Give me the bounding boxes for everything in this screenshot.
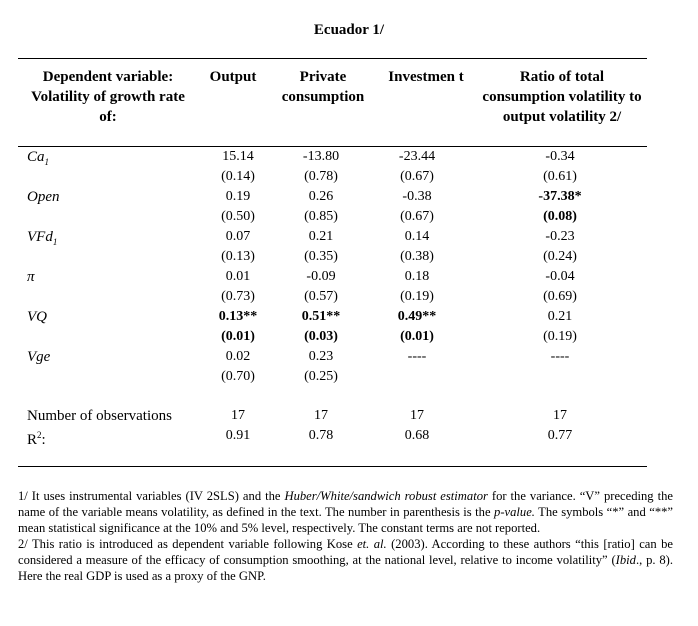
footnote-1: 1/ It uses instrumental variables (IV 2SLS) and the Huber/White/sandwich robust estimator for the variance. “V” preceding the name of the variable means volatility, as defined in the text. The number in parenthesis is the p-value. The symbols “*” and “**” mean statistical significance at the 10% and 5% level, respectively. The constant terms are not reported. — [18, 489, 674, 535]
p-value-cell: (0.25) — [304, 369, 338, 384]
r-squared-value: 0.78 — [308, 428, 334, 443]
coefficient-cell: 0.19 — [225, 189, 251, 204]
p-value-cell: (0.13) — [221, 249, 255, 264]
r-squared-value: 0.68 — [404, 428, 430, 443]
coefficient-cell: 0.23 — [308, 349, 334, 364]
table-title: Ecuador 1/ — [313, 22, 385, 38]
coefficient-cell: -0.09 — [306, 269, 336, 284]
p-value-cell: (0.78) — [304, 169, 338, 184]
coefficient-cell: 0.01 — [225, 269, 251, 284]
coefficient-cell: -0.34 — [545, 149, 575, 164]
coefficient-cell: 0.14 — [404, 229, 430, 244]
coefficient-cell: 0.21 — [547, 309, 573, 324]
header-dependent-variable: Dependent variable: Volatility of growth rate of: — [31, 69, 185, 125]
row-label: VQ — [27, 309, 47, 325]
p-value-cell: (0.69) — [543, 289, 577, 304]
footnote-2: 2/ This ratio is introduced as dependent variable following Kose et. al. (2003). According to these authors “this [ratio] can be considered a measure of the efficacy of consumption smoothing, at the national level, relative to income volatility” (Ibid., p. 8). Here the real GDP is used as a proxy of the GNP. — [18, 537, 673, 583]
p-value-cell: (0.24) — [543, 249, 577, 264]
header-private-consumption: Private consumption — [281, 69, 365, 105]
coefficient-cell: 0.13** — [218, 309, 258, 324]
p-value-cell: (0.38) — [400, 249, 434, 264]
p-value-cell: (0.19) — [543, 329, 577, 344]
coefficient-cell: -0.38 — [402, 189, 432, 204]
coefficient-cell: 0.07 — [225, 229, 251, 244]
p-value-cell: (0.67) — [400, 169, 434, 184]
coefficient-cell: -0.23 — [545, 229, 575, 244]
p-value-cell: (0.85) — [304, 209, 338, 224]
row-label: VFd$_1$ — [27, 229, 58, 247]
r-squared-value: 0.91 — [225, 428, 251, 443]
r-squared-value: 0.77 — [547, 428, 573, 443]
p-value-cell: (0.01) — [221, 329, 255, 344]
coefficient-cell: -23.44 — [398, 149, 436, 164]
row-label: Vge — [27, 349, 51, 365]
row-label: π — [27, 269, 35, 285]
p-value-cell: (0.70) — [221, 369, 255, 384]
header-ratio: Ratio of total consumption volatility to output volatility 2/ — [482, 69, 642, 125]
observations-value: 17 — [314, 408, 328, 423]
coefficient-cell: -13.80 — [302, 149, 340, 164]
p-value-cell: (0.19) — [400, 289, 434, 304]
coefficient-cell: ---- — [550, 349, 570, 364]
coefficient-cell: ---- — [407, 349, 427, 364]
header-investment: Investmen t — [388, 69, 464, 85]
p-value-cell: (0.14) — [221, 169, 255, 184]
coefficient-cell: 0.02 — [225, 349, 251, 364]
r-squared-label: $R^2$: — [27, 430, 46, 448]
row-label: $Ca_1$ — [27, 149, 50, 167]
footnotes — [18, 488, 673, 584]
p-value-cell: (0.03) — [304, 329, 338, 344]
p-value-cell: (0.01) — [400, 329, 434, 344]
coefficient-cell: 15.14 — [222, 149, 254, 164]
observations-value: 17 — [231, 408, 245, 423]
coefficient-cell: 0.26 — [308, 189, 334, 204]
p-value-cell: (0.73) — [221, 289, 255, 304]
coefficient-cell: 0.49** — [397, 309, 437, 324]
observations-label: Number of observations — [27, 408, 172, 424]
coefficient-cell: 0.21 — [308, 229, 334, 244]
top-rule — [18, 58, 647, 59]
coefficient-cell: -0.04 — [545, 269, 575, 284]
coefficient-cell: 0.18 — [404, 269, 430, 284]
p-value-cell: (0.57) — [304, 289, 338, 304]
coefficient-cell: -37.38* — [538, 189, 582, 204]
observations-value: 17 — [410, 408, 424, 423]
header-output: Output — [209, 69, 257, 85]
row-label: Open — [27, 189, 60, 205]
bottom-rule — [18, 466, 647, 467]
observations-value: 17 — [553, 408, 567, 423]
p-value-cell: (0.50) — [221, 209, 255, 224]
p-value-cell: (0.08) — [543, 209, 577, 224]
coefficient-cell: 0.51** — [301, 309, 341, 324]
p-value-cell: (0.67) — [400, 209, 434, 224]
p-value-cell: (0.61) — [543, 169, 577, 184]
p-value-cell: (0.35) — [304, 249, 338, 264]
